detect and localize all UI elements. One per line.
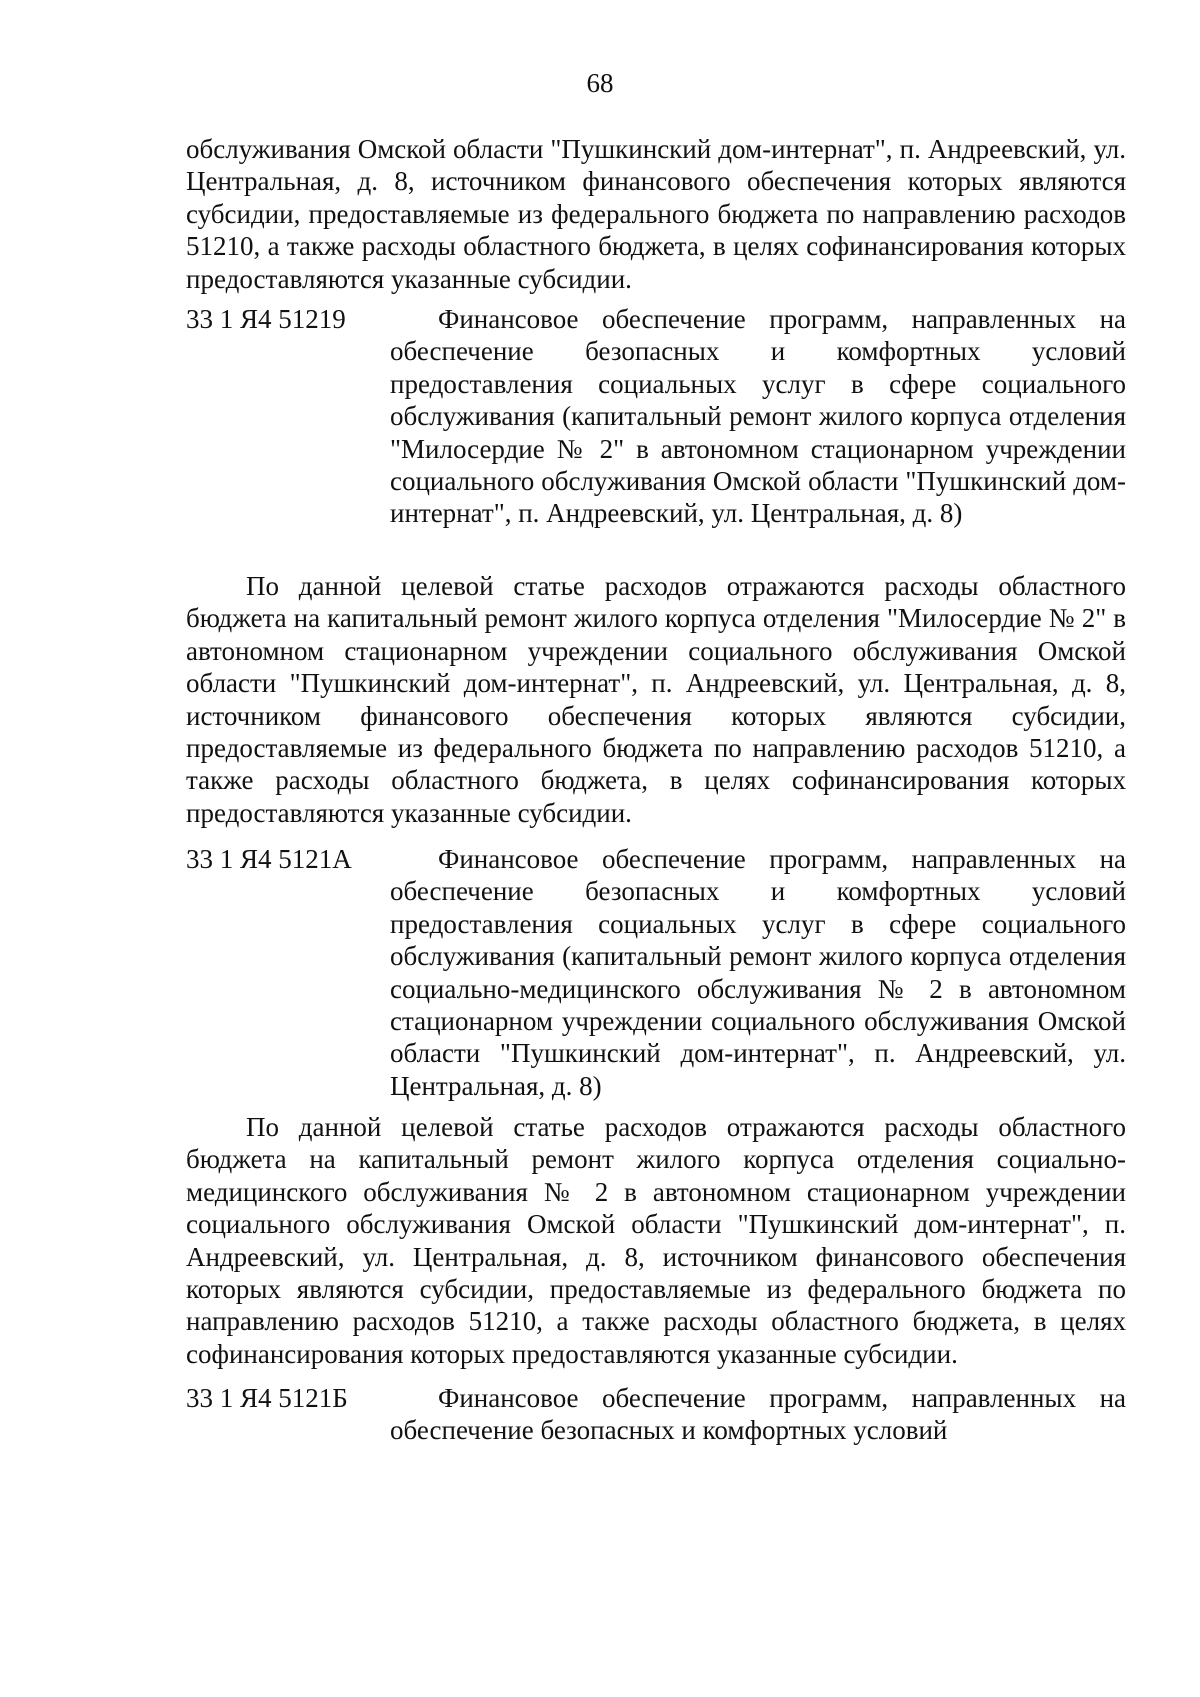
entry-description-51219: Финансовое обеспечение программ, направленных на обеспечение безопасных и комфортных условий предоставления социальных услуг в сфере социального обслуживания (капитальный ремонт жилого корпуса отделения "Милосердие № 2" в автономном стационарном учреждении социального обслуживания Омской области "Пушкинский дом-интернат", п. Андреевский, ул. Центральная, д. 8) (390, 304, 1126, 529)
entry-code-5121B: 33 1 Я4 5121Б (186, 1383, 348, 1413)
entry-code-5121A: 33 1 Я4 5121А (186, 844, 352, 874)
entry-description-5121B: Финансовое обеспечение программ, направленных на обеспечение безопасных и комфортных условий (390, 1383, 1126, 1446)
entry-code-51219: 33 1 Я4 51219 (186, 304, 346, 334)
paragraph-5121A-explanation: По данной целевой статье расходов отражаются расходы областного бюджета на капитальный ремонт жилого корпуса отделения социально-медицинского обслуживания № 2 в автономном стационарном учреждении социального обслуживания Омской области "Пушкинский дом-интернат", п. Андреевский, ул. Центральная, д. 8, источником финансового обеспечения которых являются субсидии, предоставляемые из федерального бюджета по направлению расходов 51210, а также расходы областного бюджета, в целях софинансирования которых предоставляются указанные субсидии. (186, 1112, 1126, 1369)
paragraph-51219-explanation: По данной целевой статье расходов отражаются расходы областного бюджета на капитальный ремонт жилого корпуса отделения "Милосердие № 2" в автономном стационарном учреждении социального обслуживания Омской области "Пушкинский дом-интернат", п. Андреевский, ул. Центральная, д. 8, источником финансового обеспечения которых являются субсидии, предоставляемые из федерального бюджета по направлению расходов 51210, а также расходы областного бюджета, в целях софинансирования которых предоставляются указанные субсидии. (186, 571, 1126, 828)
page-number: 68 (586, 68, 614, 98)
paragraph-continued: обслуживания Омской области "Пушкинский дом-интернат", п. Андреевский, ул. Центральная, д. 8, источником финансового обеспечения которых являются субсидии, предоставляемые из федерального бюджета по направлению расходов 51210, а также расходы областного бюджета, в целях софинансирования которых предоставляются указанные субсидии. (186, 134, 1126, 294)
entry-description-5121A: Финансовое обеспечение программ, направленных на обеспечение безопасных и комфортных условий предоставления социальных услуг в сфере социального обслуживания (капитальный ремонт жилого корпуса отделения социально-медицинского обслуживания № 2 в автономном стационарном учреждении социального обслуживания Омской области "Пушкинский дом-интернат", п. Андреевский, ул. Центральная, д. 8) (390, 844, 1126, 1101)
